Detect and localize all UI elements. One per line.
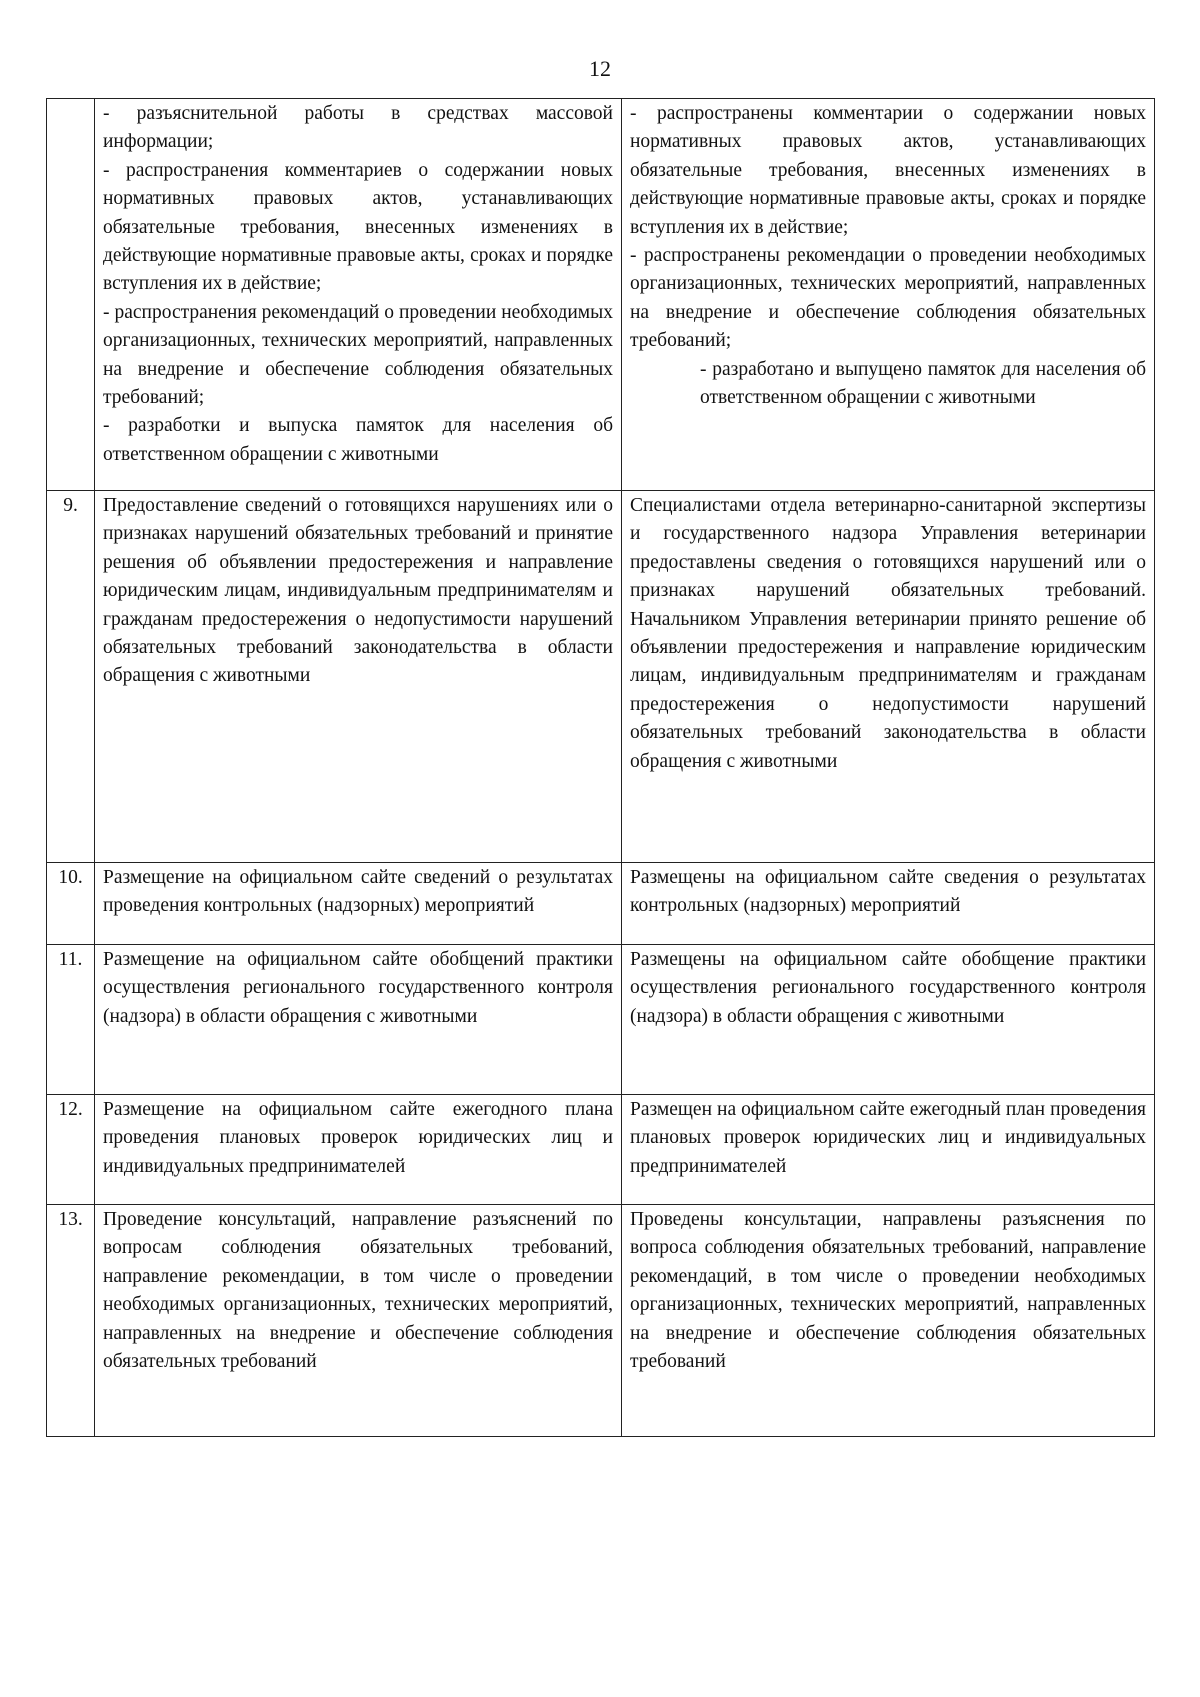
table-row bbox=[47, 863, 1155, 945]
measure-item: - распространения комментариев о содержании новых нормативных правовых актов, устанавливающих обязательные требования, внесенных изменениях в действующие нормативные правовые акты, сроках и порядке вступления их в действие; bbox=[103, 159, 613, 295]
table-row bbox=[47, 945, 1155, 1095]
result-item: - распространены рекомендации о проведении необходимых организационных, технических мероприятий, направленных на внедрение и обеспечение соблюдения обязательных требований; bbox=[630, 245, 1146, 352]
page-number: 12 bbox=[589, 56, 611, 81]
measure-cell: Проведение консультаций, направление разъяснений по вопросам соблюдения обязательных требований, направление рекомендации, в том числе о проведении необходимых организационных, технических мероприятий, направленных на внедрение и обеспечение соблюдения обязательных требований bbox=[95, 1205, 622, 1437]
measure-cell: Размещение на официальном сайте сведений о результатах проведения контрольных (надзорных) мероприятий bbox=[95, 863, 622, 945]
measure-cell bbox=[95, 99, 622, 491]
row-number: 11. bbox=[47, 945, 95, 1095]
measure-item: - распространения рекомендаций о проведении необходимых организационных, технических мероприятий, направленных на внедрение и обеспечение соблюдения обязательных требований; bbox=[103, 301, 613, 409]
result-cell: Размещены на официальном сайте сведения о результатах контрольных (надзорных) мероприятий bbox=[622, 863, 1155, 945]
measure-item: - разъяснительной работы в средствах массовой информации; bbox=[103, 103, 613, 153]
measure-cell: Размещение на официальном сайте ежегодного плана проведения плановых проверок юридических лиц и индивидуальных предпринимателей bbox=[95, 1095, 622, 1205]
measure-cell: Размещение на официальном сайте обобщений практики осуществления регионального государственного контроля (надзора) в области обращения с животными bbox=[95, 945, 622, 1095]
measure-cell: Предоставление сведений о готовящихся нарушениях или о признаках нарушений обязательных требований и принятие решения об объявлении предостережения и направление юридическим лицам, индивидуальным предпринимателям и гражданам предостережения о недопустимости нарушений обязательных требований законодательства в области обращения с животными bbox=[95, 491, 622, 863]
result-item: - распространены комментарии о содержании новых нормативных правовых актов, устанавливающих обязательные требования, внесенных изменениях в действующие нормативные правовые акты, сроках и порядке вступления их в действие; bbox=[630, 103, 1146, 238]
table-row bbox=[47, 491, 1155, 863]
row-number: 12. bbox=[47, 1095, 95, 1205]
measures-table bbox=[46, 98, 1155, 1437]
result-cell: Проведены консультации, направлены разъяснения по вопроса соблюдения обязательных требований, направление рекомендаций, в том числе о проведении необходимых организационных, технических мероприятий, направленных на внедрение и обеспечение соблюдения обязательных требований bbox=[622, 1205, 1155, 1437]
result-cell: Размещен на официальном сайте ежегодный план проведения плановых проверок юридических лиц и индивидуальных предпринимателей bbox=[622, 1095, 1155, 1205]
row-number: 9. bbox=[47, 491, 95, 863]
table-row bbox=[47, 1095, 1155, 1205]
row-number bbox=[47, 99, 95, 491]
measure-item: - разработки и выпуска памяток для населения об ответственном обращении с животными bbox=[103, 415, 613, 465]
row-number: 13. bbox=[47, 1205, 95, 1437]
result-cell: Специалистами отдела ветеринарно-санитарной экспертизы и государственного надзора Управления ветеринарии предоставлены сведения о готовящихся нарушений или о признаках нарушений обязательных требований. Начальником Управления ветеринарии принято решение об объявлении предостережения и направление юридическим лицам, индивидуальным предпринимателям и гражданам предостережения о недопустимости нарушений обязательных требований законодательства в области обращения с животными bbox=[622, 491, 1155, 863]
result-item: - разработано и выпущено памяток для населения об ответственном обращении с животными bbox=[700, 358, 1146, 409]
table-row bbox=[47, 99, 1155, 491]
result-cell: Размещены на официальном сайте обобщение практики осуществления регионального государственного контроля (надзора) в области обращения с животными bbox=[622, 945, 1155, 1095]
table-row bbox=[47, 1205, 1155, 1437]
result-cell bbox=[622, 99, 1155, 491]
row-number: 10. bbox=[47, 863, 95, 945]
